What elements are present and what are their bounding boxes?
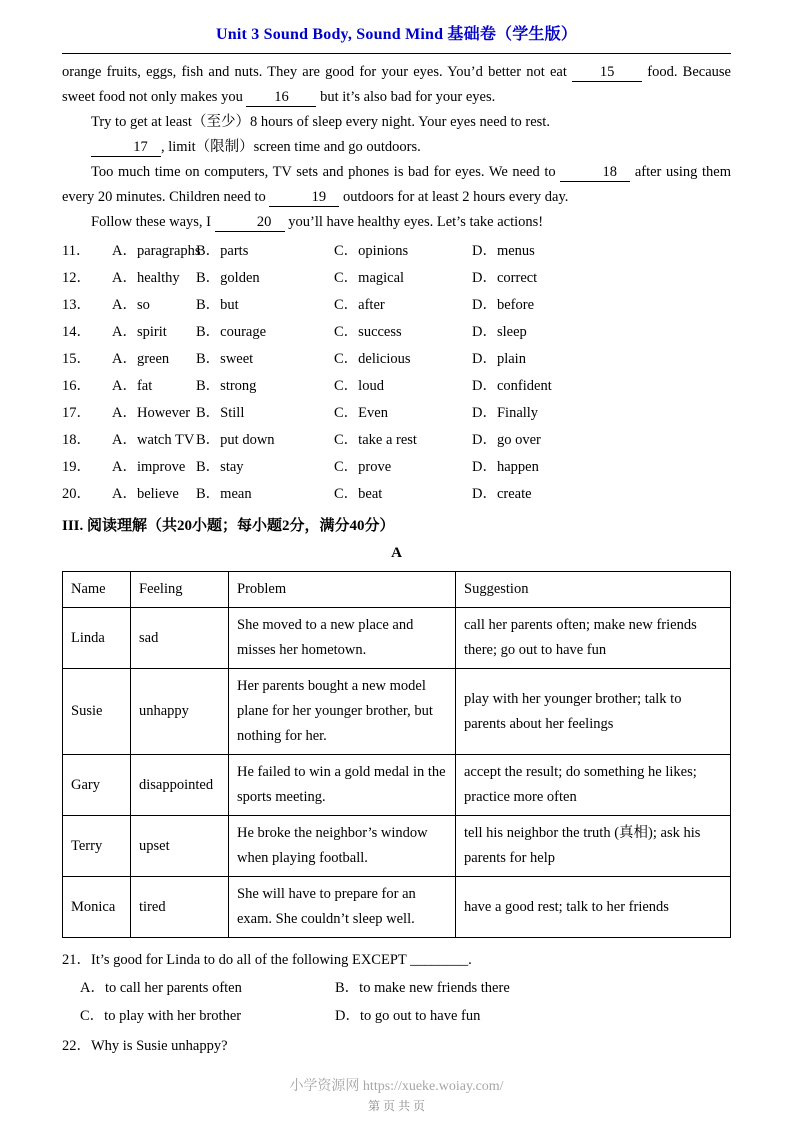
question-16-option-B: B．strong [196, 378, 257, 394]
question-20-option-C: C．beat [334, 486, 383, 502]
question-21-options [80, 974, 731, 1030]
question-11-option-B: B．parts [196, 243, 249, 259]
table-cell: She will have to prepare for an exam. She couldn’t sleep well. [229, 877, 456, 938]
document-header [62, 24, 731, 54]
cloze-blank-19: 19 [269, 189, 339, 207]
table-row [63, 877, 731, 938]
question-12-option-C: C．magical [334, 270, 405, 286]
page-footer [0, 1078, 793, 1114]
footer-site-link[interactable]: 小学资源网 https://xueke.woiay.com/ [289, 1079, 504, 1094]
table-cell: Gary [63, 755, 131, 816]
question-21-option-D: D．to go out to have fun [335, 1008, 481, 1024]
table-body [63, 608, 731, 938]
question-15-option-B: B．sweet [196, 351, 254, 367]
cloze-blank-20: 20 [215, 214, 285, 232]
question-12-option-D: D．correct [472, 270, 538, 286]
question-number-13: 13． [62, 297, 91, 313]
table-cell: He failed to win a gold medal in the sports meeting. [229, 755, 456, 816]
table-header-cell: Feeling [131, 572, 229, 608]
header-divider [62, 53, 731, 54]
footer-page-info: 第 页 共 页 [367, 1099, 425, 1113]
passage-paragraph-3: 17 , limit（限制）screen time and go outdoors. [62, 135, 731, 160]
question-17-option-A: A．However [112, 405, 191, 421]
table-cell: Terry [63, 816, 131, 877]
question-15-option-D: D．plain [472, 351, 526, 367]
reading-questions [62, 947, 731, 1060]
question-13-option-D: D．before [472, 297, 535, 313]
cloze-question-19 [62, 454, 731, 481]
table-cell: Monica [63, 877, 131, 938]
cloze-question-13 [62, 292, 731, 319]
table-cell: call her parents often; make new friends there; go out to have fun [456, 608, 731, 669]
cloze-question-16 [62, 373, 731, 400]
question-11-option-C: C．opinions [334, 243, 409, 259]
question-19-option-D: D．happen [472, 459, 539, 475]
passage-paragraph-1: orange fruits, eggs, fish and nuts. They are good for your eyes. You’d better not eat 15 food. Because sweet food not only makes you 16 but it’s also bad for your eyes. [62, 64, 731, 105]
cloze-question-12 [62, 265, 731, 292]
cloze-blank-17: 17 [91, 139, 161, 157]
cloze-question-20 [62, 481, 731, 508]
table-header-cell: Suggestion [456, 572, 731, 608]
table-cell: tired [131, 877, 229, 938]
cloze-blank-15: 15 [572, 64, 642, 82]
question-12-option-B: B．golden [196, 270, 260, 286]
question-11-option-D: D．menus [472, 243, 535, 259]
table-cell: play with her younger brother; talk to parents about her feelings [456, 669, 731, 755]
table-header-cell: Name [63, 572, 131, 608]
question-20-option-A: A．believe [112, 486, 179, 502]
question-19-option-A: A．improve [112, 459, 186, 475]
table-row [63, 669, 731, 755]
question-13-option-C: C．after [334, 297, 385, 313]
table-row [63, 608, 731, 669]
question-13-option-A: A．so [112, 297, 150, 313]
question-number-14: 14． [62, 324, 91, 340]
passage-paragraph-5: Follow these ways, I 20 you’ll have healthy eyes. Let’s take actions! [91, 214, 544, 230]
cloze-questions [62, 238, 731, 508]
table-cell: sad [131, 608, 229, 669]
question-stem-22: 22．Why is Susie unhappy? [62, 1038, 228, 1054]
question-stem-21: 21．It’s good for Linda to do all of the following EXCEPT ________. [62, 952, 472, 968]
question-14-option-C: C．success [334, 324, 402, 340]
table-cell: Linda [63, 608, 131, 669]
question-number-18: 18． [62, 432, 91, 448]
table-cell: accept the result; do something he likes; practice more often [456, 755, 731, 816]
question-number-17: 17． [62, 405, 91, 421]
table-cell: Susie [63, 669, 131, 755]
document-title: Unit 3 Sound Body, Sound Mind 基础卷（学生版） [215, 26, 578, 43]
table-cell: Her parents bought a new model plane for her younger brother, but nothing for her. [229, 669, 456, 755]
question-18-option-C: C．take a rest [334, 432, 417, 448]
question-17-option-B: B．Still [196, 405, 245, 421]
question-13-option-B: B．but [196, 297, 239, 313]
question-16-option-D: D．confident [472, 378, 552, 394]
table-cell: have a good rest; talk to her friends [456, 877, 731, 938]
question-12-option-A: A．healthy [112, 270, 180, 286]
table-cell: tell his neighbor the truth (真相); ask his parents for help [456, 816, 731, 877]
question-18-option-B: B．put down [196, 432, 275, 448]
cloze-question-15 [62, 346, 731, 373]
reading-question-21 [62, 947, 731, 1030]
question-number-11: 11． [62, 243, 91, 259]
cloze-question-14 [62, 319, 731, 346]
table-cell: She moved to a new place and misses her hometown. [229, 608, 456, 669]
question-16-option-A: A．fat [112, 378, 153, 394]
cloze-blank-18: 18 [560, 164, 630, 182]
table-header-row [63, 572, 731, 608]
cloze-question-11 [62, 238, 731, 265]
question-21-option-C: C．to play with her brother [80, 1008, 242, 1024]
question-17-option-D: D．Finally [472, 405, 539, 421]
question-14-option-B: B．courage [196, 324, 267, 340]
passage-paragraph-2: Try to get at least（至少）8 hours of sleep every night. Your eyes need to rest. [91, 114, 550, 130]
question-number-15: 15． [62, 351, 91, 367]
reading-question-22 [62, 1033, 731, 1060]
question-15-option-C: C．delicious [334, 351, 411, 367]
cloze-question-17 [62, 400, 731, 427]
question-14-option-D: D．sleep [472, 324, 527, 340]
question-number-19: 19． [62, 459, 91, 475]
table-cell: unhappy [131, 669, 229, 755]
question-15-option-A: A．green [112, 351, 170, 367]
reading-section-heading: III. 阅读理解（共20小题；每小题2分，满分40分） [62, 518, 395, 534]
question-18-option-A: A．watch TV [112, 432, 195, 448]
cloze-blank-16: 16 [246, 89, 316, 107]
question-number-20: 20． [62, 486, 91, 502]
question-17-option-C: C．Even [334, 405, 388, 421]
question-21-option-A: A．to call her parents often [80, 980, 242, 996]
cloze-passage [62, 60, 731, 235]
table-header-cell: Problem [229, 572, 456, 608]
table-row [63, 755, 731, 816]
table-cell: He broke the neighbor’s window when playing football. [229, 816, 456, 877]
question-19-option-B: B．stay [196, 459, 244, 475]
question-19-option-C: C．prove [334, 459, 392, 475]
question-16-option-C: C．loud [334, 378, 384, 394]
reading-passage-label: A [391, 545, 402, 561]
question-14-option-A: A．spirit [112, 324, 167, 340]
table-row [63, 816, 731, 877]
question-20-option-D: D．create [472, 486, 532, 502]
table-cell: disappointed [131, 755, 229, 816]
reading-table [62, 571, 731, 938]
question-18-option-D: D．go over [472, 432, 541, 448]
table-cell: upset [131, 816, 229, 877]
question-number-16: 16． [62, 378, 91, 394]
question-21-option-B: B．to make new friends there [335, 980, 510, 996]
cloze-question-18 [62, 427, 731, 454]
question-number-12: 12． [62, 270, 91, 286]
question-20-option-B: B．mean [196, 486, 252, 502]
passage-paragraph-4: Too much time on computers, TV sets and phones is bad for eyes. We need to 18 after using them every 20 minutes. Children need to 19 outdoors for at least 2 hours every day. [62, 164, 731, 205]
question-11-option-A: A．paragraphs [112, 243, 201, 259]
